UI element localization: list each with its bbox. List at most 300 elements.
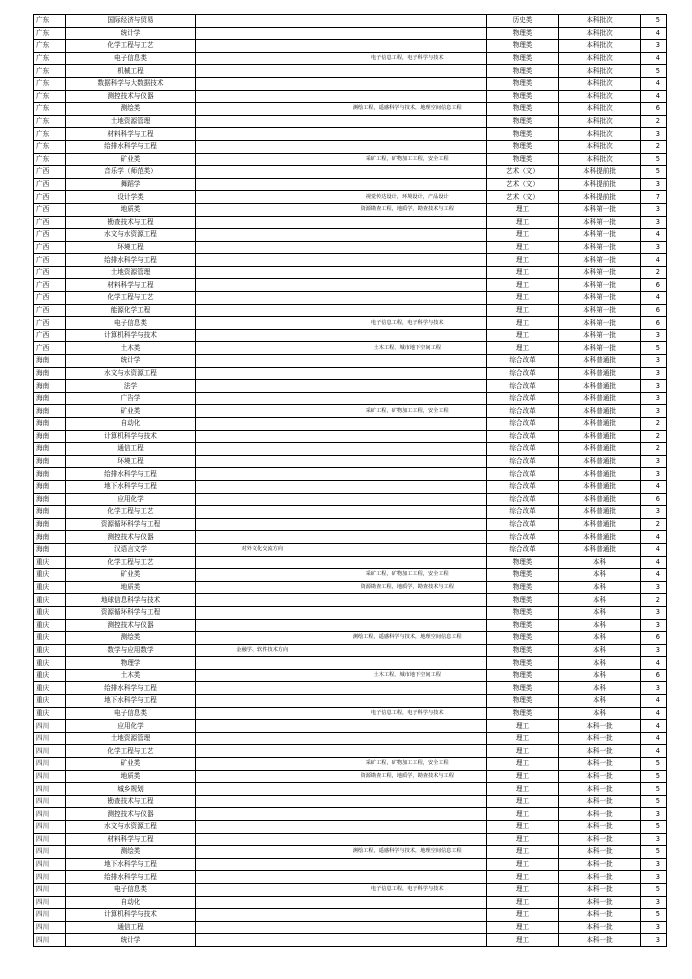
subject-category-cell: 理工 [487,833,559,846]
province-cell: 广西 [34,229,66,242]
schooling-years-cell: 6 [641,279,667,292]
major-cell: 土地资源管理 [66,732,196,745]
province-cell: 重庆 [34,556,66,569]
direction-cell [196,103,329,116]
included-majors-cell [329,934,487,947]
major-cell: 电子信息类 [66,883,196,896]
major-cell: 给排水科学与工程 [66,140,196,153]
included-majors-cell [329,518,487,531]
included-majors-cell [329,266,487,279]
included-majors-cell [329,808,487,821]
direction-cell [196,556,329,569]
direction-cell [196,405,329,418]
direction-cell [196,468,329,481]
table-row [34,77,667,90]
direction-cell [196,317,329,330]
major-cell: 化学工程与工艺 [66,40,196,53]
province-cell: 广东 [34,40,66,53]
batch-cell: 本科一批 [559,858,641,871]
direction-cell [196,153,329,166]
major-cell: 自动化 [66,418,196,431]
table-row [34,833,667,846]
subject-category-cell: 物理类 [487,606,559,619]
subject-category-cell: 物理类 [487,669,559,682]
province-cell: 四川 [34,745,66,758]
schooling-years-cell: 2 [641,266,667,279]
subject-category-cell: 综合改革 [487,531,559,544]
batch-cell: 本科提前批 [559,191,641,204]
subject-category-cell: 综合改革 [487,455,559,468]
batch-cell: 本科一批 [559,846,641,859]
batch-cell: 本科批次 [559,90,641,103]
included-majors-cell [329,166,487,179]
major-cell: 地质类 [66,770,196,783]
batch-cell: 本科提前批 [559,166,641,179]
major-cell: 应用化学 [66,720,196,733]
subject-category-cell: 艺术（文） [487,166,559,179]
major-cell: 通信工程 [66,921,196,934]
direction-cell [196,695,329,708]
major-cell: 勘查技术与工程 [66,216,196,229]
direction-cell [196,518,329,531]
table-row [34,720,667,733]
province-cell: 海南 [34,480,66,493]
direction-cell: 金融学、软件技术方向 [196,644,329,657]
schooling-years-cell: 5 [641,65,667,78]
batch-cell: 本科第一批 [559,342,641,355]
schooling-years-cell: 4 [641,543,667,556]
included-majors-cell [329,606,487,619]
province-cell: 四川 [34,795,66,808]
major-cell: 统计学 [66,27,196,40]
batch-cell: 本科普通批 [559,518,641,531]
major-cell: 化学工程与工艺 [66,556,196,569]
subject-category-cell: 理工 [487,317,559,330]
table-row [34,455,667,468]
included-majors-cell [329,682,487,695]
included-majors-cell: 测绘工程，遥感科学与技术，地理空间信息工程 [329,632,487,645]
province-cell: 重庆 [34,619,66,632]
direction-cell [196,380,329,393]
schooling-years-cell: 3 [641,896,667,909]
province-cell: 四川 [34,833,66,846]
major-cell: 测控技术与仪器 [66,90,196,103]
province-cell: 海南 [34,355,66,368]
major-cell: 设计学类 [66,191,196,204]
subject-category-cell: 艺术（文） [487,178,559,191]
batch-cell: 本科批次 [559,52,641,65]
direction-cell [196,266,329,279]
schooling-years-cell: 5 [641,770,667,783]
province-cell: 海南 [34,443,66,456]
included-majors-cell [329,594,487,607]
major-cell: 勘查技术与工程 [66,795,196,808]
table-row [34,241,667,254]
major-cell: 计算机科学与技术 [66,329,196,342]
direction-cell [196,191,329,204]
table-row [34,430,667,443]
major-cell: 计算机科学与技术 [66,909,196,922]
province-cell: 四川 [34,720,66,733]
major-cell: 化学工程与工艺 [66,745,196,758]
direction-cell [196,858,329,871]
table-row [34,342,667,355]
batch-cell: 本科第一批 [559,229,641,242]
province-cell: 广东 [34,103,66,116]
major-cell: 矿业类 [66,569,196,582]
table-row [34,858,667,871]
table-row [34,203,667,216]
batch-cell: 本科批次 [559,65,641,78]
subject-category-cell: 物理类 [487,581,559,594]
batch-cell: 本科普通批 [559,531,641,544]
table-row [34,846,667,859]
direction-cell [196,279,329,292]
included-majors-cell [329,292,487,305]
batch-cell: 本科普通批 [559,355,641,368]
major-cell: 给排水科学与工程 [66,871,196,884]
subject-category-cell: 综合改革 [487,468,559,481]
batch-cell: 本科一批 [559,732,641,745]
subject-category-cell: 物理类 [487,65,559,78]
included-majors-cell: 采矿工程，矿物加工工程，安全工程 [329,405,487,418]
table-row [34,707,667,720]
major-cell: 国际经济与贸易 [66,15,196,28]
table-row [34,355,667,368]
direction-cell: 对外文化交流方向 [196,543,329,556]
table-row [34,758,667,771]
direction-cell [196,682,329,695]
major-cell: 化学工程与工艺 [66,292,196,305]
subject-category-cell: 物理类 [487,695,559,708]
batch-cell: 本科 [559,695,641,708]
included-majors-cell [329,329,487,342]
direction-cell [196,27,329,40]
schooling-years-cell: 3 [641,606,667,619]
direction-cell [196,669,329,682]
table-row [34,140,667,153]
major-cell: 矿业类 [66,153,196,166]
subject-category-cell: 理工 [487,229,559,242]
province-cell: 广东 [34,65,66,78]
subject-category-cell: 理工 [487,279,559,292]
table-row [34,606,667,619]
province-cell: 广东 [34,52,66,65]
province-cell: 重庆 [34,707,66,720]
included-majors-cell [329,896,487,909]
province-cell: 广西 [34,216,66,229]
major-cell: 机械工程 [66,65,196,78]
batch-cell: 本科 [559,556,641,569]
table-row [34,178,667,191]
major-cell: 电子信息类 [66,707,196,720]
province-cell: 海南 [34,430,66,443]
table-row [34,871,667,884]
schooling-years-cell: 3 [641,329,667,342]
province-cell: 广西 [34,304,66,317]
schooling-years-cell: 4 [641,229,667,242]
included-majors-cell [329,15,487,28]
batch-cell: 本科第一批 [559,203,641,216]
major-cell: 自动化 [66,896,196,909]
table-row [34,644,667,657]
major-cell: 电子信息类 [66,52,196,65]
province-cell: 广东 [34,15,66,28]
direction-cell [196,241,329,254]
table-row [34,808,667,821]
batch-cell: 本科第一批 [559,292,641,305]
batch-cell: 本科批次 [559,140,641,153]
table-row [34,392,667,405]
table-row [34,657,667,670]
included-majors-cell: 采矿工程，矿物加工工程，安全工程 [329,569,487,582]
province-cell: 四川 [34,732,66,745]
province-cell: 海南 [34,418,66,431]
major-cell: 材料科学与工程 [66,279,196,292]
major-cell: 广告学 [66,392,196,405]
batch-cell: 本科一批 [559,921,641,934]
subject-category-cell: 理工 [487,858,559,871]
subject-category-cell: 理工 [487,909,559,922]
included-majors-cell [329,468,487,481]
direction-cell [196,418,329,431]
province-cell: 重庆 [34,569,66,582]
major-cell: 材料科学与工程 [66,833,196,846]
batch-cell: 本科第一批 [559,254,641,267]
subject-category-cell: 理工 [487,770,559,783]
batch-cell: 本科普通批 [559,405,641,418]
batch-cell: 本科 [559,594,641,607]
batch-cell: 本科一批 [559,821,641,834]
included-majors-cell: 视觉传达设计，环境设计，产品设计 [329,191,487,204]
batch-cell: 本科批次 [559,115,641,128]
included-majors-cell [329,90,487,103]
batch-cell: 本科普通批 [559,443,641,456]
table-row [34,543,667,556]
table-row [34,153,667,166]
schooling-years-cell: 3 [641,216,667,229]
direction-cell [196,506,329,519]
table-row [34,90,667,103]
subject-category-cell: 理工 [487,304,559,317]
subject-category-cell: 物理类 [487,153,559,166]
direction-cell [196,808,329,821]
province-cell: 广东 [34,77,66,90]
included-majors-cell [329,506,487,519]
major-cell: 法学 [66,380,196,393]
province-cell: 广西 [34,329,66,342]
direction-cell [196,229,329,242]
direction-cell [196,921,329,934]
direction-cell [196,15,329,28]
batch-cell: 本科批次 [559,27,641,40]
batch-cell: 本科 [559,657,641,670]
major-cell: 水文与水资源工程 [66,367,196,380]
subject-category-cell: 综合改革 [487,355,559,368]
schooling-years-cell: 6 [641,632,667,645]
direction-cell [196,871,329,884]
major-cell: 地下水科学与工程 [66,695,196,708]
schooling-years-cell: 5 [641,846,667,859]
table-row [34,65,667,78]
batch-cell: 本科 [559,669,641,682]
table-row [34,896,667,909]
direction-cell [196,833,329,846]
direction-cell [196,40,329,53]
subject-category-cell: 理工 [487,292,559,305]
schooling-years-cell: 5 [641,153,667,166]
major-cell: 环境工程 [66,455,196,468]
table-row [34,367,667,380]
schooling-years-cell: 4 [641,695,667,708]
province-cell: 重庆 [34,606,66,619]
direction-cell [196,896,329,909]
schooling-years-cell: 5 [641,795,667,808]
schooling-years-cell: 3 [641,644,667,657]
subject-category-cell: 物理类 [487,115,559,128]
schooling-years-cell: 2 [641,140,667,153]
table-row [34,418,667,431]
province-cell: 四川 [34,934,66,947]
batch-cell: 本科普通批 [559,493,641,506]
schooling-years-cell: 3 [641,405,667,418]
batch-cell: 本科 [559,632,641,645]
batch-cell: 本科 [559,682,641,695]
subject-category-cell: 物理类 [487,569,559,582]
batch-cell: 本科提前批 [559,178,641,191]
major-cell: 统计学 [66,934,196,947]
schooling-years-cell: 3 [641,178,667,191]
province-cell: 广西 [34,317,66,330]
direction-cell [196,883,329,896]
included-majors-cell [329,430,487,443]
batch-cell: 本科普通批 [559,543,641,556]
subject-category-cell: 物理类 [487,128,559,141]
subject-category-cell: 理工 [487,241,559,254]
subject-category-cell: 综合改革 [487,443,559,456]
batch-cell: 本科 [559,581,641,594]
direction-cell [196,128,329,141]
subject-category-cell: 理工 [487,846,559,859]
subject-category-cell: 综合改革 [487,367,559,380]
direction-cell [196,569,329,582]
direction-cell [196,480,329,493]
province-cell: 重庆 [34,669,66,682]
schooling-years-cell: 4 [641,732,667,745]
province-cell: 广西 [34,254,66,267]
included-majors-cell: 电子信息工程，电子科学与技术 [329,883,487,896]
subject-category-cell: 物理类 [487,657,559,670]
schooling-years-cell: 3 [641,392,667,405]
batch-cell: 本科批次 [559,77,641,90]
direction-cell [196,430,329,443]
table-row [34,443,667,456]
schooling-years-cell: 4 [641,27,667,40]
province-cell: 海南 [34,518,66,531]
schooling-years-cell: 2 [641,430,667,443]
province-cell: 海南 [34,468,66,481]
subject-category-cell: 物理类 [487,103,559,116]
included-majors-cell [329,77,487,90]
table-row [34,191,667,204]
schooling-years-cell: 3 [641,682,667,695]
table-row [34,934,667,947]
subject-category-cell: 理工 [487,921,559,934]
major-cell: 测绘类 [66,103,196,116]
batch-cell: 本科批次 [559,15,641,28]
major-cell: 测控技术与仪器 [66,808,196,821]
major-cell: 应用化学 [66,493,196,506]
included-majors-cell [329,619,487,632]
table-row [34,279,667,292]
batch-cell: 本科一批 [559,783,641,796]
subject-category-cell: 理工 [487,720,559,733]
table-row [34,254,667,267]
direction-cell [196,531,329,544]
province-cell: 广东 [34,90,66,103]
batch-cell: 本科第一批 [559,216,641,229]
batch-cell: 本科一批 [559,745,641,758]
included-majors-cell [329,909,487,922]
batch-cell: 本科一批 [559,883,641,896]
major-cell: 给排水科学与工程 [66,682,196,695]
schooling-years-cell: 3 [641,858,667,871]
province-cell: 重庆 [34,695,66,708]
subject-category-cell: 艺术（文） [487,191,559,204]
schooling-years-cell: 5 [641,909,667,922]
schooling-years-cell: 6 [641,493,667,506]
included-majors-cell: 测绘工程，遥感科学与技术，地理空间信息工程 [329,846,487,859]
direction-cell [196,581,329,594]
batch-cell: 本科一批 [559,909,641,922]
schooling-years-cell: 4 [641,77,667,90]
major-cell: 城乡规划 [66,783,196,796]
batch-cell: 本科一批 [559,934,641,947]
schooling-years-cell: 3 [641,581,667,594]
table-row [34,128,667,141]
major-cell: 音乐学（师范类） [66,166,196,179]
included-majors-cell [329,695,487,708]
schooling-years-cell: 2 [641,594,667,607]
table-row [34,166,667,179]
included-majors-cell [329,720,487,733]
major-cell: 物理学 [66,657,196,670]
province-cell: 海南 [34,380,66,393]
table-row [34,821,667,834]
schooling-years-cell: 4 [641,556,667,569]
included-majors-cell [329,178,487,191]
table-row [34,669,667,682]
major-cell: 土地资源管理 [66,115,196,128]
schooling-years-cell: 5 [641,783,667,796]
province-cell: 四川 [34,921,66,934]
direction-cell [196,657,329,670]
included-majors-cell: 电子信息工程，电子科学与技术 [329,707,487,720]
direction-cell [196,304,329,317]
major-cell: 计算机科学与技术 [66,430,196,443]
included-majors-cell [329,279,487,292]
batch-cell: 本科普通批 [559,380,641,393]
subject-category-cell: 综合改革 [487,480,559,493]
province-cell: 广东 [34,140,66,153]
batch-cell: 本科一批 [559,795,641,808]
batch-cell: 本科普通批 [559,506,641,519]
included-majors-cell: 资源勘查工程，地质学，勘查技术与工程 [329,581,487,594]
batch-cell: 本科 [559,619,641,632]
direction-cell [196,292,329,305]
included-majors-cell [329,644,487,657]
batch-cell: 本科普通批 [559,480,641,493]
